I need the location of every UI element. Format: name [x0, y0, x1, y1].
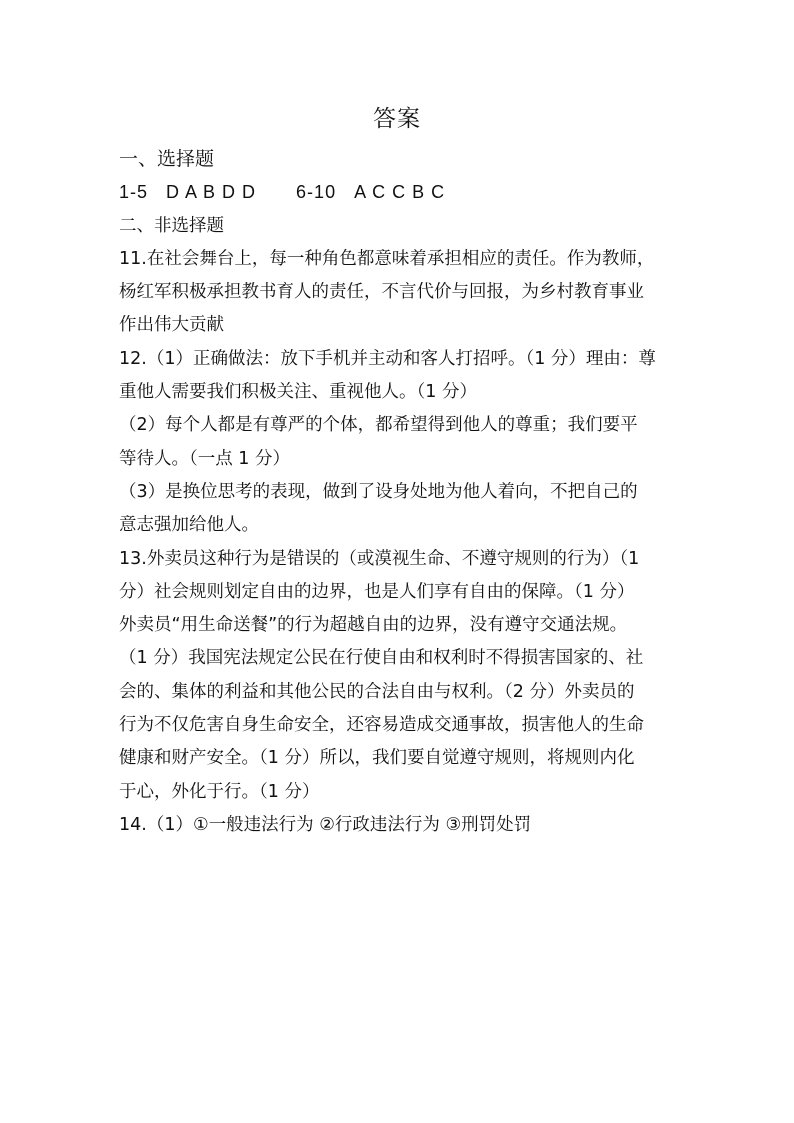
- answer-line: 重他人需要我们积极关注、重视他人。（1 分）: [119, 382, 477, 403]
- mc-answers-2: A C C B C: [354, 182, 446, 203]
- answer-line: 作出伟大贡献: [119, 315, 224, 336]
- answer-line: 杨红军积极承担教书育人的责任，不言代价与回报，为乡村教育事业: [119, 282, 644, 303]
- answer-content: [119, 143, 679, 842]
- answer-line: 于心，外化于行。（1 分）: [119, 781, 320, 802]
- section-heading-non-choice: 二、非选择题: [119, 215, 224, 236]
- multiple-choice-answers: [119, 176, 679, 209]
- answer-line: 意志强加给他人。: [119, 515, 259, 536]
- mc-range-2: 6-10: [296, 182, 337, 203]
- answer-line: 14.（1）①一般违法行为 ②行政违法行为 ③刑罚处罚: [119, 814, 532, 835]
- section-heading-multiple-choice: 一、选择题: [119, 148, 215, 170]
- answer-line: （1 分）我国宪法规定公民在行使自由和权利时不得损害国家的、社: [119, 648, 644, 669]
- answer-line: 外卖员“用生命送餐”的行为超越自由的边界，没有遵守交通法规。: [119, 615, 628, 636]
- answer-line: （3）是换位思考的表现，做到了设身处地为他人着向，不把自己的: [119, 481, 638, 502]
- answer-line: 会的、集体的利益和其他公民的合法自由与权利。（2 分）外卖员的: [119, 681, 635, 702]
- answer-line: 行为不仅危害自身生命安全，还容易造成交通事故，损害他人的生命: [119, 715, 644, 736]
- answer-line: 12.（1）正确做法：放下手机并主动和客人打招呼。（1 分）理由：尊: [119, 348, 656, 369]
- answer-line: 等待人。（一点 1 分）: [119, 448, 291, 469]
- mc-range-1: 1-5: [119, 182, 149, 203]
- mc-answers-1: D A B D D: [166, 182, 257, 203]
- page-title: 答案: [373, 106, 421, 132]
- answer-line: 分）社会规则划定自由的边界，也是人们享有自由的保障。（1 分）: [119, 581, 635, 602]
- answer-line: 健康和财产安全。（1 分）所以，我们要自觉遵守规则，将规则内化: [119, 748, 635, 769]
- answer-line: 11.在社会舞台上，每一种角色都意味着承担相应的责任。作为教师，: [119, 248, 655, 269]
- answer-line: 13.外卖员这种行为是错误的（或漠视生命、不遵守规则的行为）（1: [119, 548, 640, 569]
- answer-line: （2）每个人都是有尊严的个体，都希望得到他人的尊重；我们要平: [119, 415, 638, 436]
